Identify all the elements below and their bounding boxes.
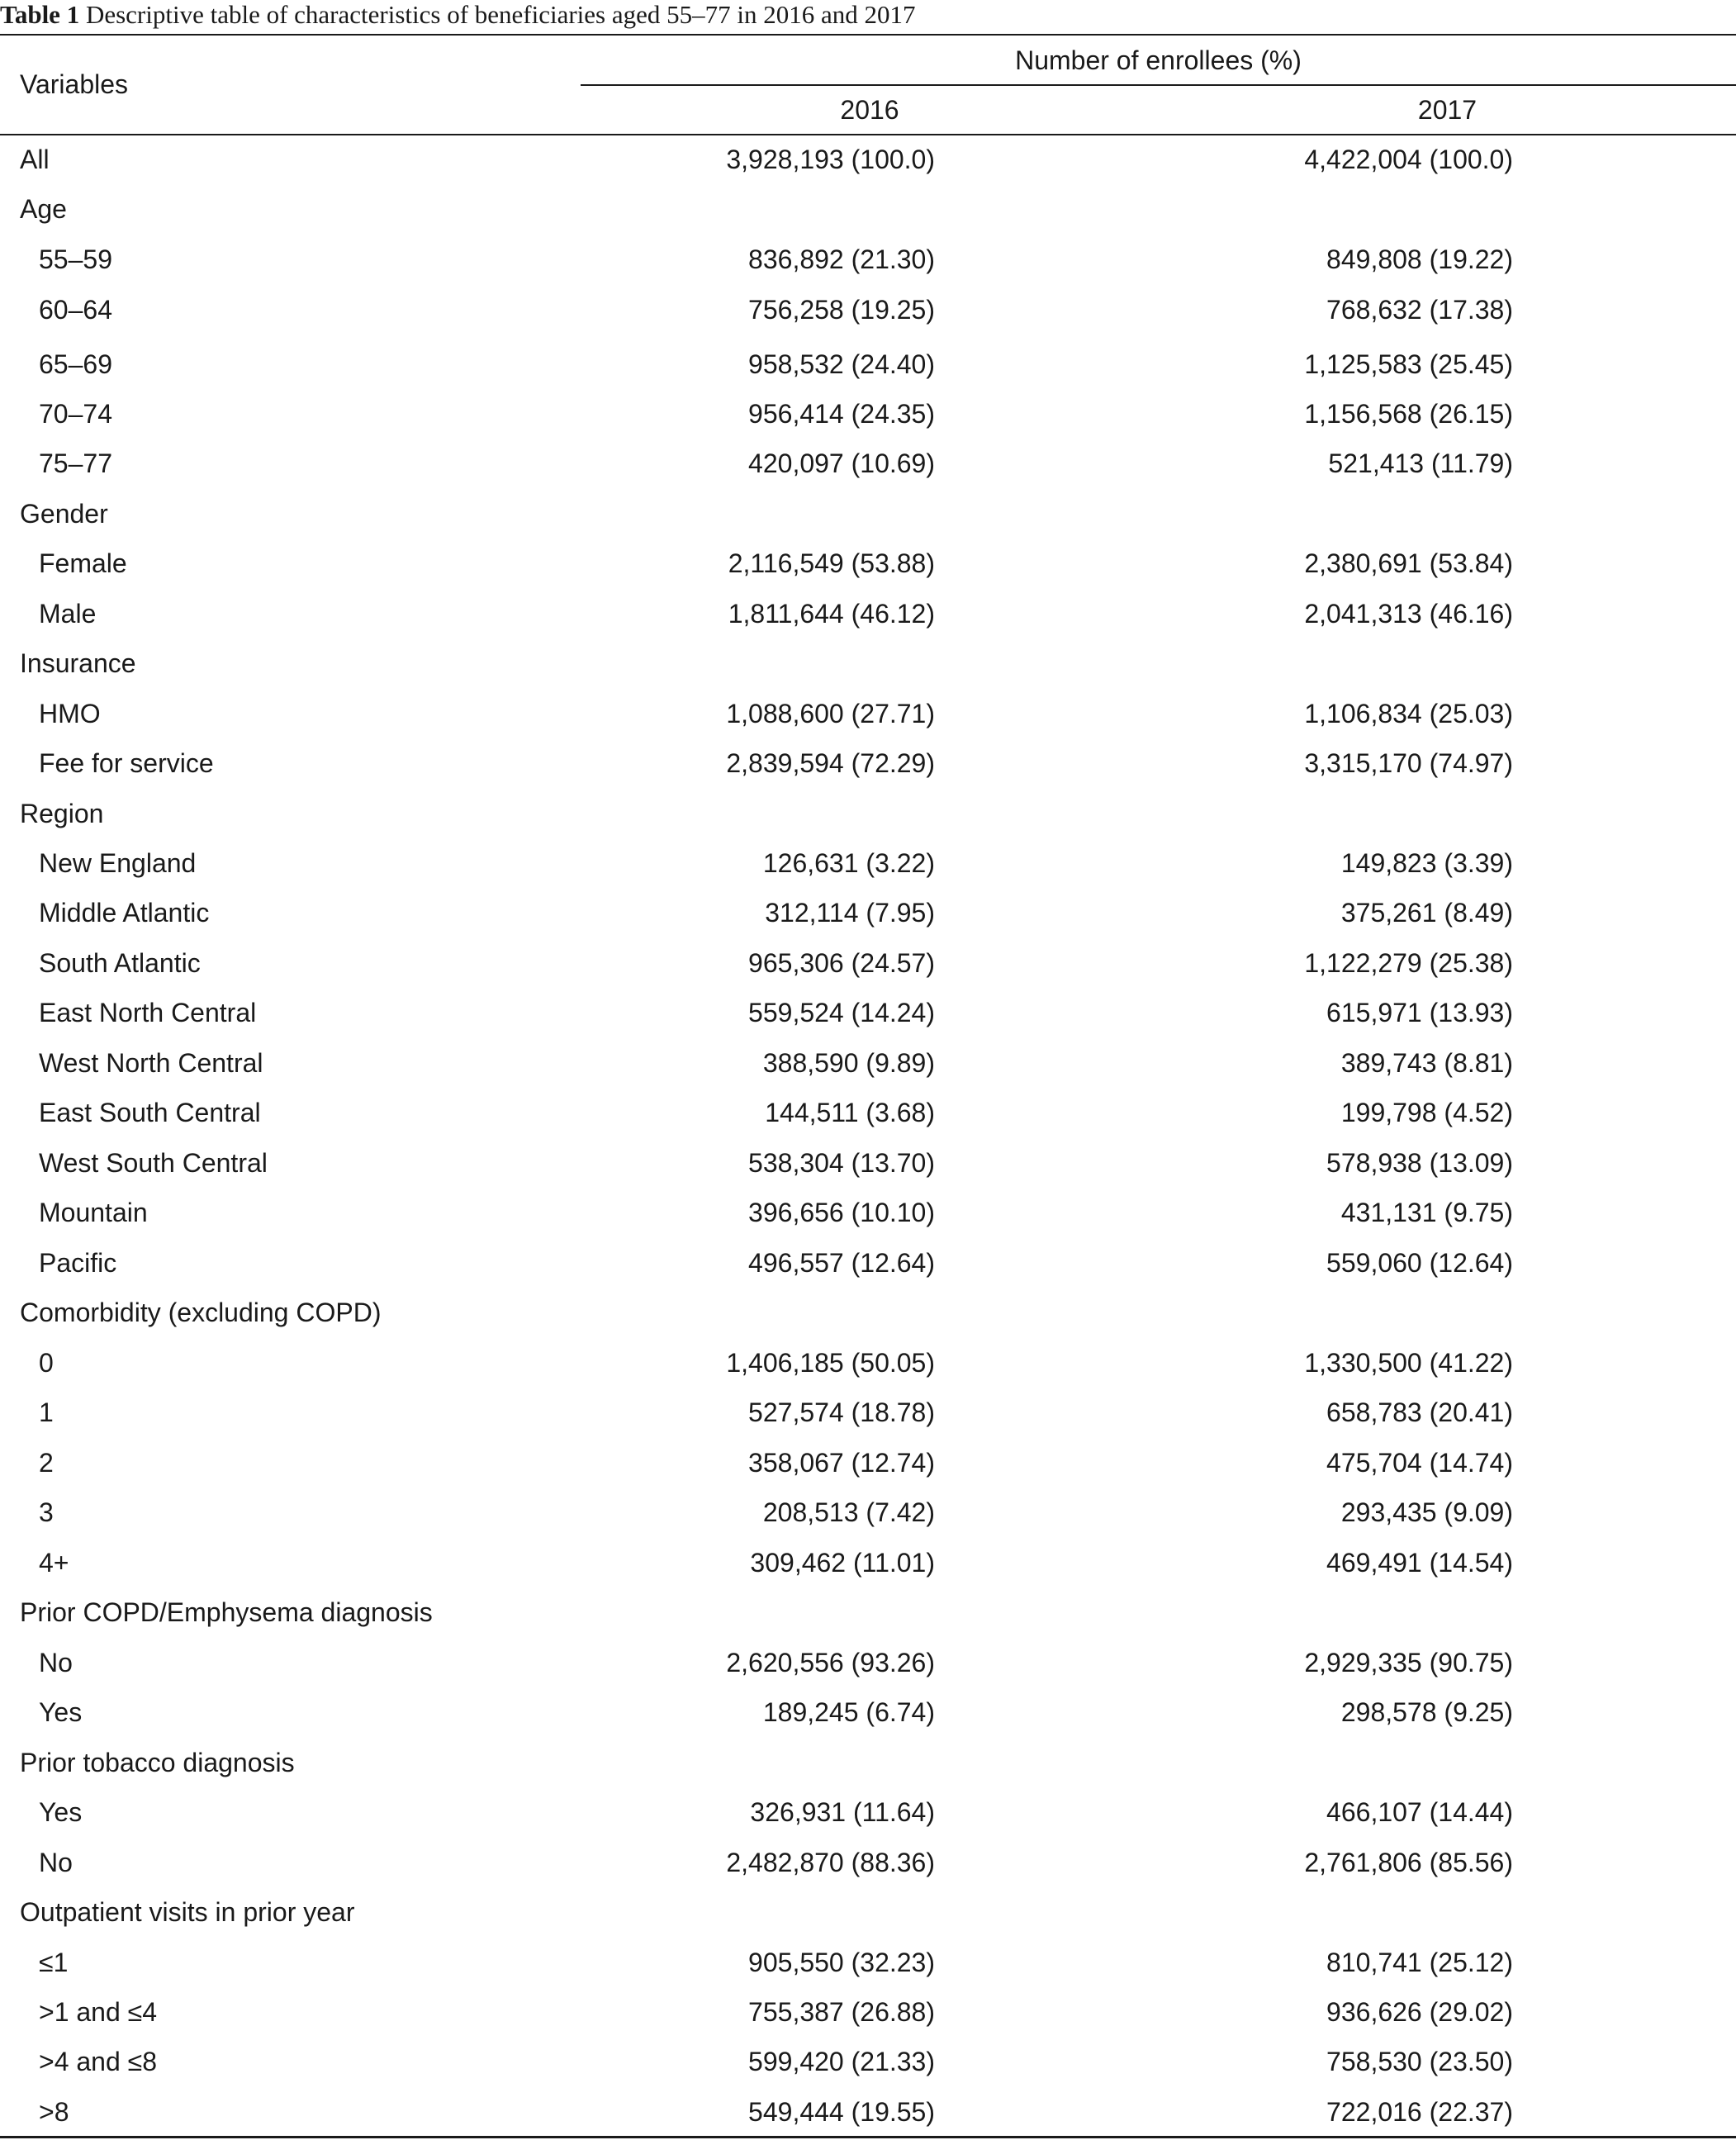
table-row [0, 1491, 1736, 1534]
cell-2017: 293,435 (9.09) [1340, 1497, 1513, 1527]
bottom-rule [0, 2136, 1736, 2138]
table-row [0, 1441, 1736, 1484]
cell-2017: 469,491 (14.54) [1326, 1548, 1513, 1578]
row-label: East South Central [39, 1098, 261, 1127]
cell-2016: 905,550 (32.23) [748, 1948, 935, 1977]
cell-2016: 956,414 (24.35) [748, 399, 935, 429]
table-row-group [0, 138, 1736, 181]
cell-2016: 189,245 (6.74) [762, 1697, 935, 1727]
row-label: 1 [39, 1397, 54, 1427]
cell-2017: 431,131 (9.75) [1340, 1198, 1513, 1227]
row-label: 65–69 [39, 349, 112, 379]
cell-2016: 836,892 (21.30) [748, 244, 935, 274]
cell-2016: 559,524 (14.24) [748, 998, 935, 1027]
cell-2017: 1,106,834 (25.03) [1304, 699, 1513, 728]
cell-2016: 326,931 (11.64) [750, 1797, 935, 1827]
table-row [0, 592, 1736, 635]
cell-2017: 2,380,691 (53.84) [1304, 548, 1513, 578]
row-label: Mountain [39, 1198, 148, 1227]
cell-2017: 615,971 (13.93) [1326, 998, 1513, 1027]
cell-2016: 599,420 (21.33) [748, 2047, 935, 2076]
cell-2016: 2,620,556 (93.26) [726, 1648, 935, 1677]
cell-2016: 496,557 (12.64) [748, 1248, 935, 1278]
table-row-group [0, 1891, 1736, 1934]
row-label: West South Central [39, 1148, 268, 1178]
table-row [0, 891, 1736, 934]
row-label: Yes [39, 1797, 83, 1827]
table-row [0, 288, 1736, 331]
cell-2017: 2,041,313 (46.16) [1304, 599, 1513, 629]
cell-2016: 1,811,644 (46.12) [728, 599, 935, 629]
table-row-group [0, 492, 1736, 535]
cell-2017: 849,808 (19.22) [1326, 244, 1513, 274]
table-row [0, 1791, 1736, 1834]
cell-2016: 312,114 (7.95) [765, 898, 935, 928]
cell-2016: 358,067 (12.74) [748, 1448, 935, 1478]
row-label: New England [39, 848, 197, 878]
table-row [0, 1641, 1736, 1684]
table-row [0, 1841, 1736, 1884]
cell-2016: 1,406,185 (50.05) [726, 1348, 935, 1378]
row-label: >8 [39, 2097, 69, 2127]
table-row [0, 1691, 1736, 1734]
cell-2017: 810,741 (25.12) [1326, 1948, 1513, 1977]
cell-2017: 768,632 (17.38) [1326, 295, 1513, 325]
row-label: West North Central [39, 1048, 263, 1078]
table-row [0, 343, 1736, 386]
cell-2017: 578,938 (13.09) [1326, 1148, 1513, 1178]
cell-2017: 199,798 (4.52) [1340, 1098, 1513, 1127]
cell-2017: 722,016 (22.37) [1326, 2097, 1513, 2127]
row-label: ≤1 [39, 1948, 69, 1977]
table-caption-text: Descriptive table of characteristics of beneficiaries aged 55–77 in 2016 and 2017 [85, 0, 916, 29]
cell-2016: 208,513 (7.42) [762, 1497, 935, 1527]
cell-2016: 126,631 (3.22) [762, 848, 935, 878]
row-label: No [39, 1648, 73, 1677]
table-row [0, 1391, 1736, 1434]
header-number-of-enrollees: Number of enrollees (%) [1015, 45, 1302, 75]
cell-2017: 521,413 (11.79) [1328, 448, 1513, 478]
cell-2017: 389,743 (8.81) [1340, 1048, 1513, 1078]
cell-2017: 559,060 (12.64) [1326, 1248, 1513, 1278]
cell-2017: 375,261 (8.49) [1340, 898, 1513, 928]
cell-2016: 755,387 (26.88) [748, 1997, 935, 2027]
table-row [0, 942, 1736, 985]
cell-2017: 298,578 (9.25) [1340, 1697, 1513, 1727]
cell-2016: 396,656 (10.10) [748, 1198, 935, 1227]
row-label: 2 [39, 1448, 54, 1478]
row-label: >1 and ≤4 [39, 1997, 158, 2027]
row-label: 0 [39, 1348, 54, 1378]
table-row-group [0, 642, 1736, 685]
table-row [0, 1941, 1736, 1984]
table-row [0, 1241, 1736, 1284]
cell-2017: 1,122,279 (25.38) [1304, 948, 1513, 978]
row-label: South Atlantic [39, 948, 201, 978]
cell-2017: 1,125,583 (25.45) [1304, 349, 1513, 379]
table-row-group [0, 792, 1736, 835]
row-label: Middle Atlantic [39, 898, 210, 928]
table-row [0, 1141, 1736, 1184]
cell-2016: 549,444 (19.55) [748, 2097, 935, 2127]
row-label: Insurance [20, 648, 136, 678]
cell-2017: 1,156,568 (26.15) [1304, 399, 1513, 429]
cell-2016: 756,258 (19.25) [748, 295, 935, 325]
table-row-group [0, 1291, 1736, 1334]
row-label: Prior tobacco diagnosis [20, 1748, 295, 1777]
table-row [0, 392, 1736, 435]
row-label: Gender [20, 499, 108, 529]
row-label: All [20, 145, 50, 174]
cell-2016: 2,116,549 (53.88) [728, 548, 935, 578]
row-label: HMO [39, 699, 101, 728]
table-row [0, 238, 1736, 281]
cell-2017: 2,761,806 (85.56) [1304, 1848, 1513, 1877]
row-label: Fee for service [39, 748, 214, 778]
cell-2016: 2,482,870 (88.36) [726, 1848, 935, 1877]
cell-2016: 527,574 (18.78) [748, 1397, 935, 1427]
table-row [0, 2090, 1736, 2133]
table-row-group [0, 1591, 1736, 1634]
row-label: Region [20, 799, 104, 828]
cell-2016: 538,304 (13.70) [748, 1148, 935, 1178]
cell-2016: 2,839,594 (72.29) [726, 748, 935, 778]
row-label: East North Central [39, 998, 257, 1027]
row-label: Prior COPD/Emphysema diagnosis [20, 1597, 433, 1627]
cell-2016: 388,590 (9.89) [762, 1048, 935, 1078]
header-year-2017: 2017 [1417, 95, 1477, 125]
row-label: Age [20, 194, 67, 224]
row-label: Pacific [39, 1248, 117, 1278]
cell-2016: 965,306 (24.57) [748, 948, 935, 978]
table-row [0, 1991, 1736, 2033]
table-row-group [0, 187, 1736, 230]
row-label: No [39, 1848, 73, 1877]
row-label: 60–64 [39, 295, 112, 325]
table-row [0, 991, 1736, 1034]
cell-2016: 144,511 (3.68) [765, 1098, 935, 1127]
cell-2017: 466,107 (14.44) [1326, 1797, 1513, 1827]
cell-2016: 1,088,600 (27.71) [726, 699, 935, 728]
table-row [0, 542, 1736, 585]
row-label: Comorbidity (excluding COPD) [20, 1298, 382, 1327]
table-caption-label: Table 1 [0, 0, 80, 29]
row-label: Yes [39, 1697, 83, 1727]
table-row [0, 692, 1736, 735]
cell-2016: 309,462 (11.01) [750, 1548, 935, 1578]
table-row [0, 1341, 1736, 1384]
table-row [0, 2040, 1736, 2083]
row-label: 75–77 [39, 448, 112, 478]
row-label: Outpatient visits in prior year [20, 1897, 355, 1927]
cell-2017: 149,823 (3.39) [1340, 848, 1513, 878]
cell-2017: 1,330,500 (41.22) [1304, 1348, 1513, 1378]
row-label: 55–59 [39, 244, 112, 274]
row-label: 3 [39, 1497, 54, 1527]
cell-2016: 3,928,193 (100.0) [726, 145, 935, 174]
header-variables: Variables [20, 69, 129, 99]
table-row-group [0, 1741, 1736, 1784]
cell-2017: 475,704 (14.74) [1326, 1448, 1513, 1478]
cell-2017: 4,422,004 (100.0) [1304, 145, 1513, 174]
row-label: Female [39, 548, 127, 578]
table-row [0, 742, 1736, 785]
table-row [0, 442, 1736, 485]
row-label: 4+ [39, 1548, 69, 1578]
cell-2017: 758,530 (23.50) [1326, 2047, 1513, 2076]
cell-2016: 420,097 (10.69) [748, 448, 935, 478]
header-year-2016: 2016 [840, 95, 899, 125]
cell-2017: 936,626 (29.02) [1326, 1997, 1513, 2027]
table-row [0, 1042, 1736, 1084]
cell-2017: 658,783 (20.41) [1326, 1397, 1513, 1427]
table-row [0, 1091, 1736, 1134]
table-row [0, 842, 1736, 885]
row-label: Male [39, 599, 97, 629]
table-row [0, 1191, 1736, 1234]
table-row [0, 1541, 1736, 1584]
cell-2016: 958,532 (24.40) [748, 349, 935, 379]
row-label: >4 and ≤8 [39, 2047, 158, 2076]
row-label: 70–74 [39, 399, 112, 429]
cell-2017: 3,315,170 (74.97) [1304, 748, 1513, 778]
cell-2017: 2,929,335 (90.75) [1304, 1648, 1513, 1677]
